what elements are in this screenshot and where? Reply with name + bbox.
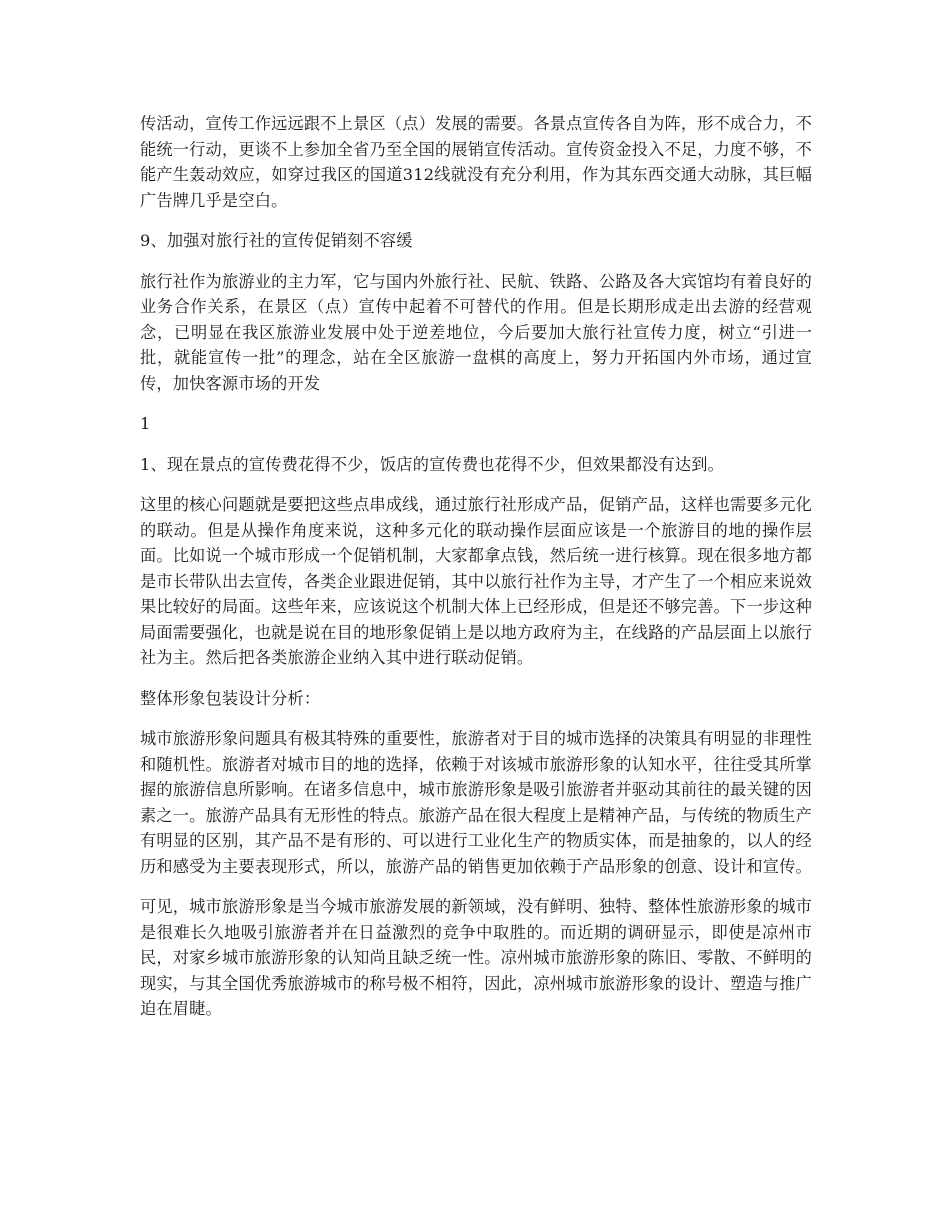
paragraph-travel-agency: 旅行社作为旅游业的主力军，它与国内外旅行社、民航、铁路、公路及各大宾馆均有着良好的业务合作关系，在景区（点）宣传中起着不可替代的作用。但是长期形成走出去游的经营观念，已明显在我区旅游业发展中处于逆差地位，今后要加大旅行社宣传力度，树立“引进一批，就能宣传一批”的理念，站在全区旅游一盘棋的高度上，努力开拓国内外市场，通过宣传，加快客源市场的开发 <box>140 271 812 393</box>
paragraph-promotion-shortfall: 传活动，宣传工作远远跟不上景区（点）发展的需要。各景点宣传各自为阵，形不成合力，不能统一行动，更谈不上参加全省乃至全国的展销宣传活动。宣传资金投入不足，力度不够，不能产生轰动效应，如穿过我区的国道312线就没有充分利用，作为其东西交通大动脉，其巨幅广告牌几乎是空白。 <box>140 114 812 210</box>
section-heading-travel-agency: 9、加强对旅行社的宣传促销刻不容缓 <box>140 231 413 250</box>
paragraph-city-image: 城市旅游形象问题具有极其特殊的重要性，旅游者对于目的城市选择的决策具有明显的非理性和随机性。旅游者对城市目的地的选择，依赖于对该城市旅游形象的认知水平，往往受其所掌握的旅游信息所影响。在诸多信息中，城市旅游形象是吸引旅游者并驱动其前往的最关键的因素之一。旅游产品具有无形性的特点。旅游产品在很大程度上是精神产品，与传统的物质生产有明显的区别，其产品不是有形的、可以进行工业化生产的物质实体，而是抽象的，以人的经历和感受为主要表现形式，所以，旅游产品的销售更加依赖于产品形象的创意、设计和宣传。 <box>140 729 812 876</box>
paragraph-linkage: 这里的核心问题就是要把这些点串成线，通过旅行社形成产品，促销产品，这样也需要多元化的联动。但是从操作角度来说，这种多元化的联动操作层面应该是一个旅游目的地的操作层面。比如说一个城市形成一个促销机制，大家都拿点钱，然后统一进行核算。现在很多地方都是市长带队出去宣传，各类企业跟进促销，其中以旅行社作为主导，才产生了一个相应来说效果比较好的局面。这些年来，应该说这个机制大体上已经形成，但是还不够完善。下一步这种局面需要强化，也就是说在目的地形象促销上是以地方政府为主，在线路的产品层面上以旅行社为主。然后把各类旅游企业纳入其中进行联动促销。 <box>140 495 812 667</box>
section-heading-image-design: 整体形象包装设计分析： <box>140 688 321 708</box>
document-page <box>140 111 812 1037</box>
paragraph-conclusion: 可见，城市旅游形象是当今城市旅游发展的新领域，没有鲜明、独特、整体性旅游形象的城市是很难长久地吸引旅游者并在日益激烈的竞争中取胜的。而近期的调研显示，即使是凉州市民，对家乡城市旅游形象的认知尚且缺乏统一性。凉州城市旅游形象的陈旧、零散、不鲜明的现实，与其全国优秀旅游城市的称号极不相符，因此，凉州城市旅游形象的设计、塑造与推广迫在眉睫。 <box>140 897 812 1018</box>
list-number: 1 <box>140 414 151 433</box>
list-item-1: 1、现在景点的宣传费花得不少，饭店的宣传费也花得不少，但效果都没有达到。 <box>140 454 725 474</box>
